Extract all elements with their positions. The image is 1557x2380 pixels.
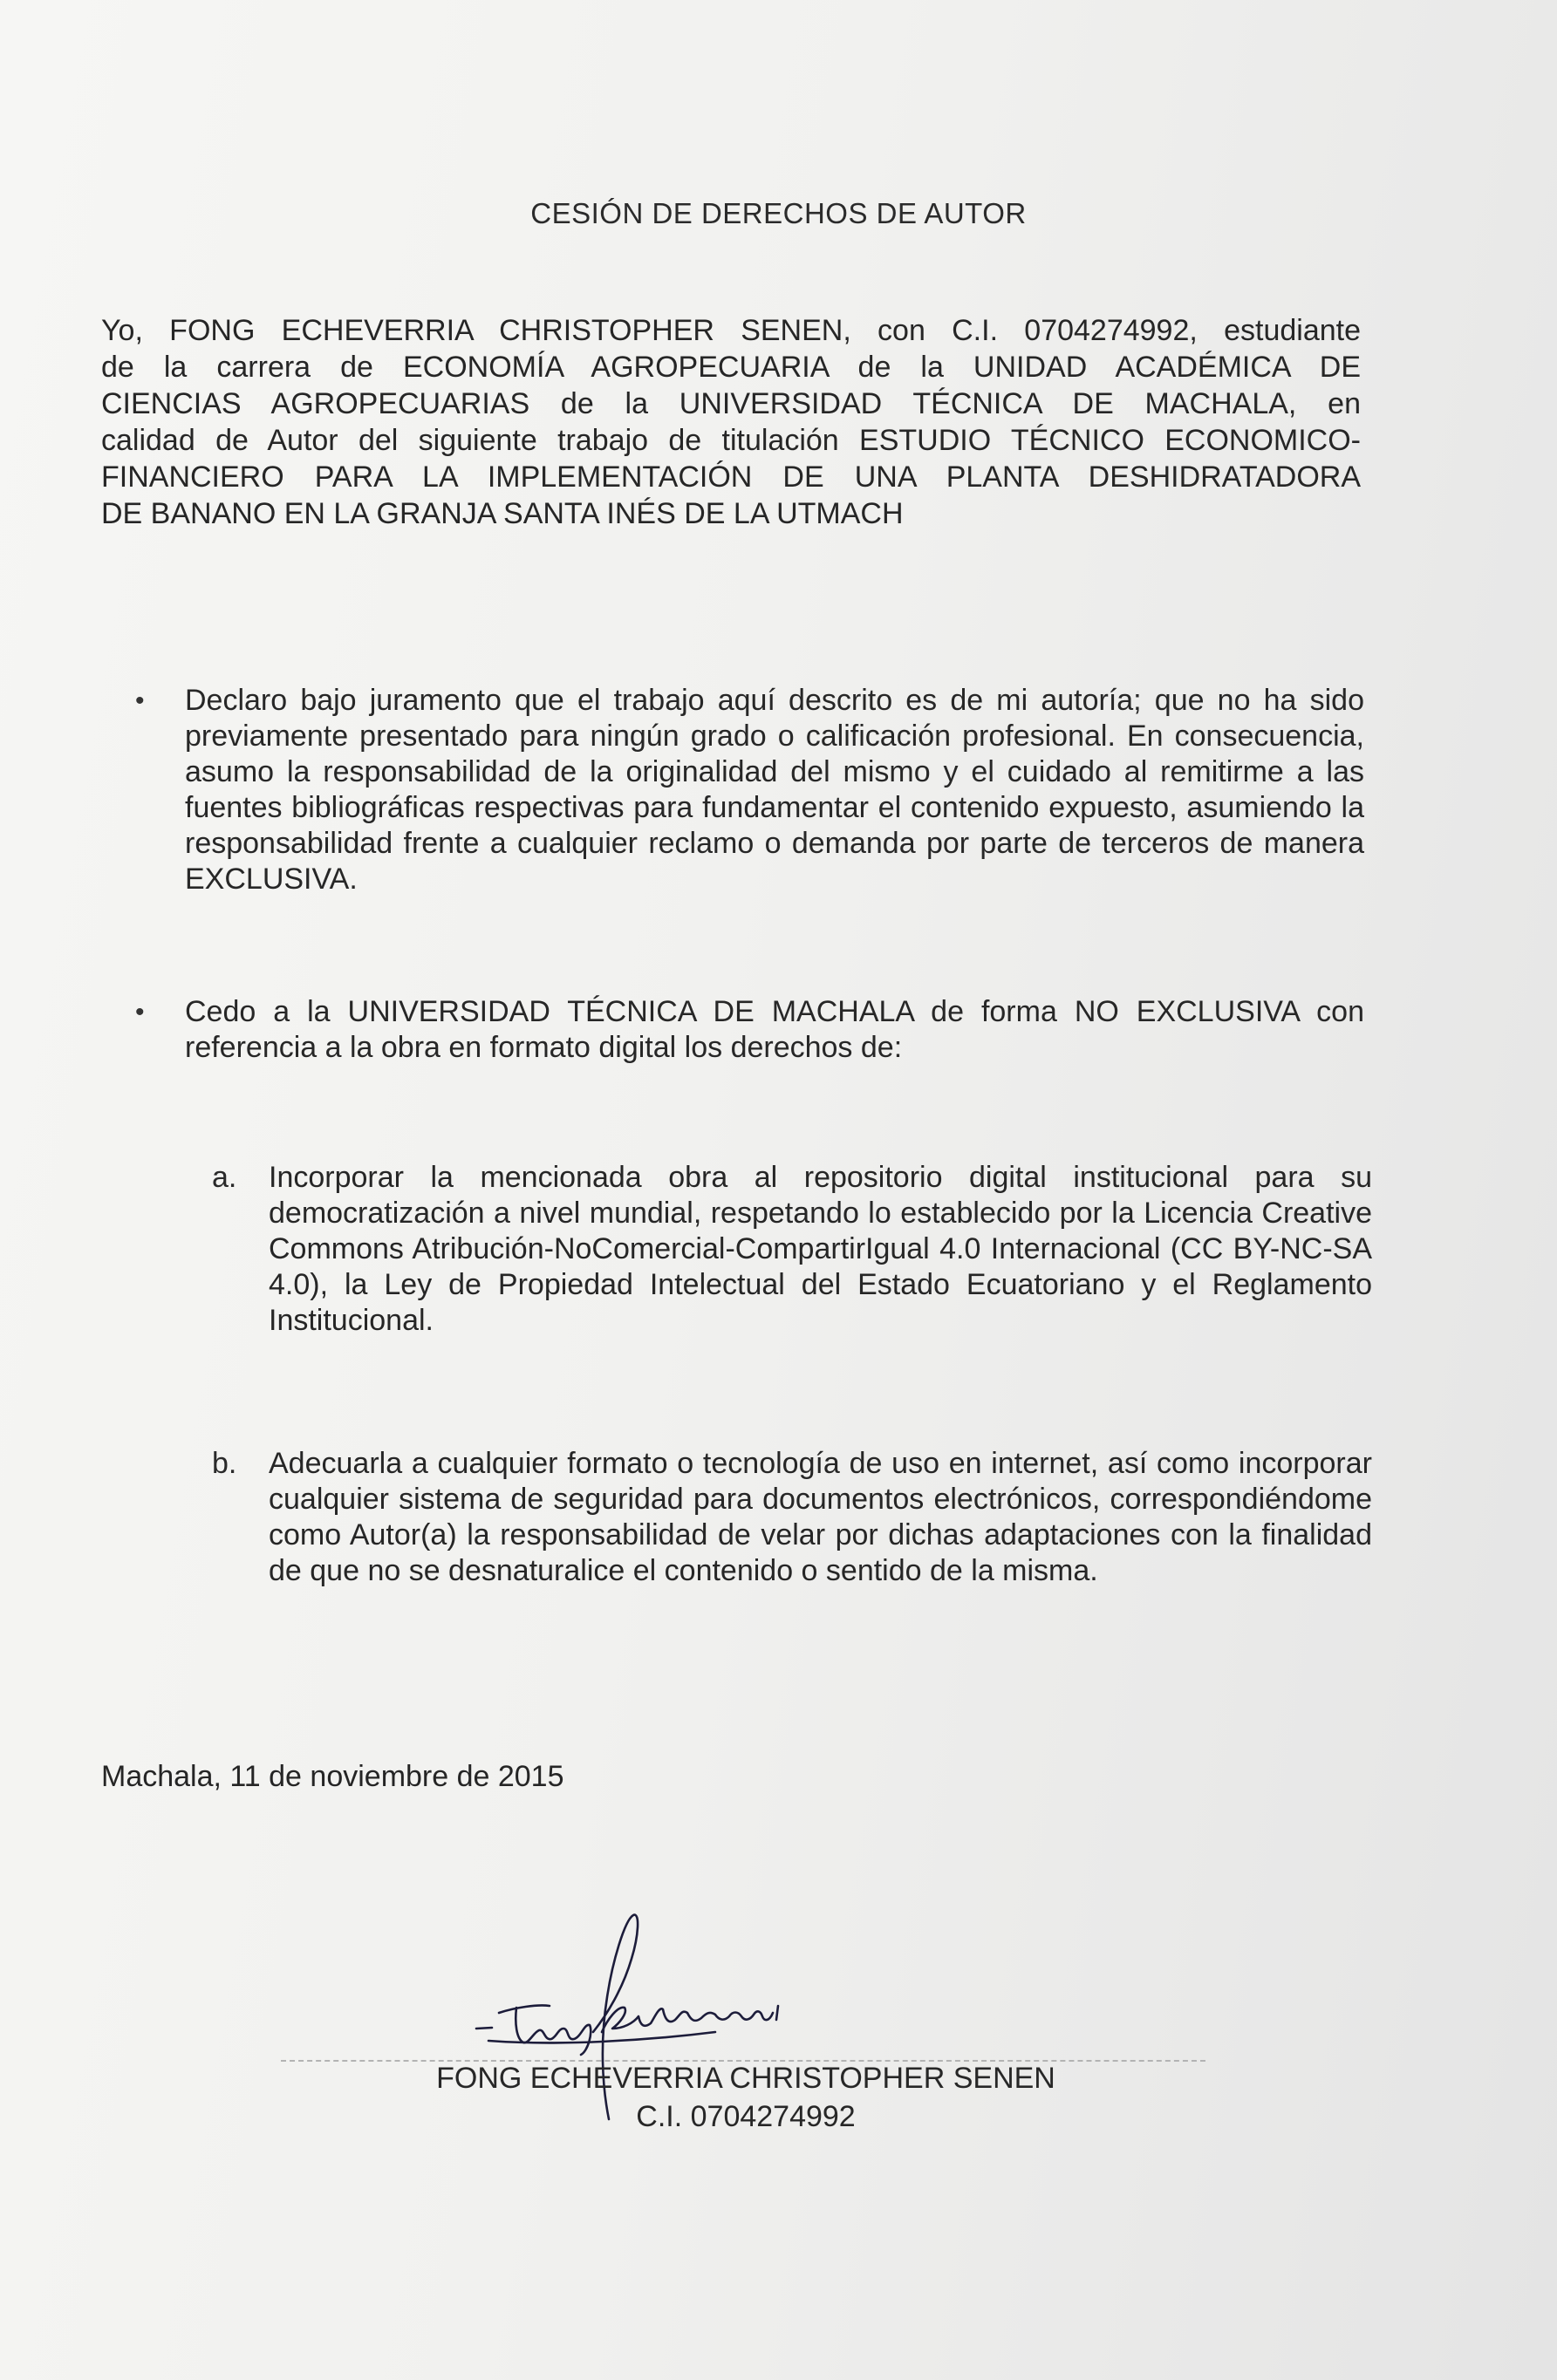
intro-line: Yo, FONG ECHEVERRIA CHRISTOPHER SENEN, con C.I. 0704274992, estudiante [101, 314, 1361, 347]
declaration-paragraph: Declaro bajo juramento que el trabajo aquí descrito es de mi autoría; que no ha sido previamente presentado para ningún grado o calificación profesional. En consecuencia, asumo la responsabilidad de la originalidad del mismo y el cuidado al remitirme a las fuentes bibliográficas respectivas para fundamentar el contenido expuesto, asumiendo la responsabilidad frente a cualquier reclamo o demanda por parte de terceros de manera EXCLUSIVA. [185, 684, 1364, 896]
document-title: CESIÓN DE DERECHOS DE AUTOR [530, 197, 1027, 229]
sub-item-marker-b: b. [212, 1447, 237, 1480]
intro-line: de la carrera de ECONOMÍA AGROPECUARIA de la UNIDAD ACADÉMICA DE [101, 351, 1361, 384]
signer-name: FONG ECHEVERRIA CHRISTOPHER SENEN [436, 2062, 1055, 2095]
signer-id: C.I. 0704274992 [636, 2100, 856, 2133]
sub-item-a: Incorporar la mencionada obra al repositorio digital institucional para su democratización a nivel mundial, respetando lo establecido por la Licencia Creative Commons Atribución-NoComercial-CompartirIgual 4.0 Internacional (CC BY-NC-SA 4.0), la Ley de Propiedad Intelectual del Estado Ecuatoriano y el Reglamento Institucional. [269, 1161, 1372, 1337]
document-date: Machala, 11 de noviembre de 2015 [101, 1760, 564, 1793]
intro-paragraph [101, 312, 1361, 532]
intro-line: calidad de Autor del siguiente trabajo de titulación ESTUDIO TÉCNICO ECONOMICO- [101, 424, 1361, 457]
intro-line: FINANCIERO PARA LA IMPLEMENTACIÓN DE UNA PLANTA DESHIDRATADORA [101, 460, 1361, 494]
intro-line: DE BANANO EN LA GRANJA SANTA INÉS DE LA UTMACH [101, 497, 904, 530]
sub-item-b: Adecuarla a cualquier formato o tecnología de uso en internet, así como incorporar cualquier sistema de seguridad para documentos electrónicos, correspondiéndome como Autor(a) la responsabilidad de velar por dichas adaptaciones con la finalidad de que no se desnaturalice el contenido o sentido de la misma. [269, 1447, 1372, 1587]
intro-line: CIENCIAS AGROPECUARIAS de la UNIVERSIDAD TÉCNICA DE MACHALA, en [101, 387, 1361, 420]
sub-item-marker-a: a. [212, 1161, 237, 1194]
cession-paragraph: Cedo a la UNIVERSIDAD TÉCNICA DE MACHALA de forma NO EXCLUSIVA con referencia a la obra en formato digital los derechos de: [185, 995, 1364, 1064]
bullet-marker: • [135, 686, 145, 715]
bullet-marker: • [135, 998, 145, 1026]
